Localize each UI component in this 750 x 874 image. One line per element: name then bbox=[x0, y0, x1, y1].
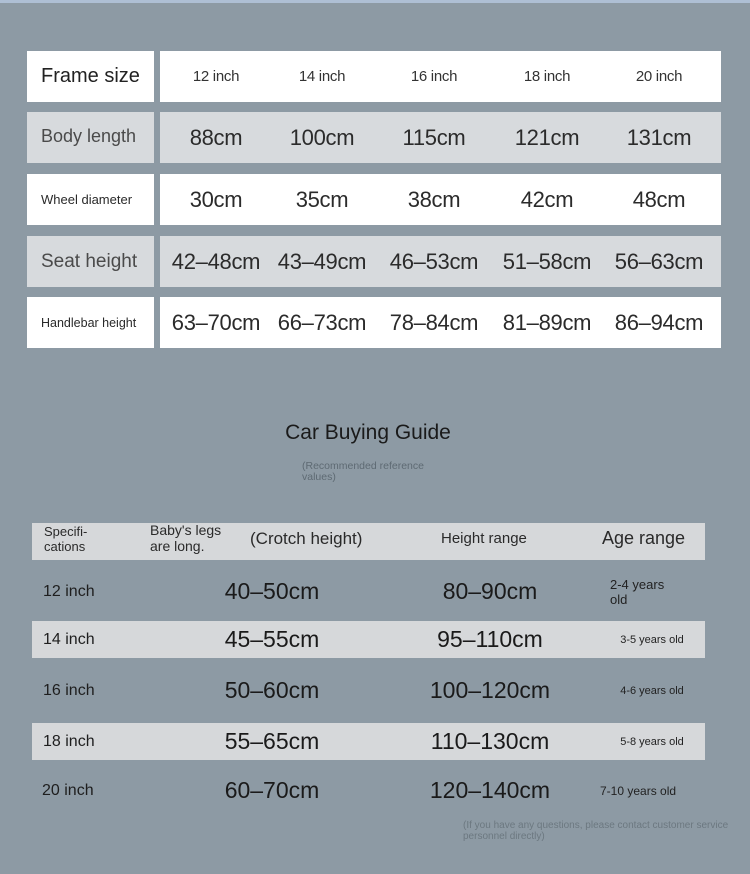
height-cell: 100–120cm bbox=[429, 677, 551, 703]
height-cell: 110–130cm bbox=[430, 728, 550, 754]
body-length-value: 88cm bbox=[189, 124, 243, 150]
body-length-label: Body length bbox=[27, 112, 154, 163]
crotch-cell: 60–70cm bbox=[224, 777, 320, 803]
seat-height-value: 56–63cm bbox=[614, 248, 704, 274]
body-length-value: 121cm bbox=[514, 124, 580, 150]
height-cell: 120–140cm bbox=[429, 777, 551, 803]
guide-row-16-inch bbox=[32, 672, 705, 709]
frame-size-values bbox=[160, 51, 721, 102]
crotch-cell: 45–55cm bbox=[224, 626, 320, 652]
spec-cell: 16 inch bbox=[43, 681, 95, 699]
seat-height-label: Seat height bbox=[27, 236, 154, 287]
guide-row-18-inch bbox=[32, 723, 705, 760]
age-cell: 2-4 years old bbox=[610, 576, 665, 607]
age-cell: 3-5 years old bbox=[620, 633, 684, 646]
body-length-value: 131cm bbox=[626, 124, 692, 150]
header-age-range: Age range bbox=[602, 528, 686, 548]
contact-footnote: (If you have any questions, please contact customer service personnel directly) bbox=[463, 820, 729, 842]
guide-row-12-inch bbox=[32, 573, 705, 610]
crotch-cell: 40–50cm bbox=[224, 578, 320, 604]
age-cell: 4-6 years old bbox=[620, 684, 684, 697]
spec-cell: 20 inch bbox=[42, 781, 94, 799]
wheel-diameter-label: Wheel diameter bbox=[27, 174, 154, 225]
body-length-value: 100cm bbox=[289, 124, 355, 150]
frame-size-12: 12 inch bbox=[192, 68, 240, 85]
header-babys-legs: Baby's legs are long. bbox=[150, 522, 222, 554]
body-length-value: 115cm bbox=[402, 124, 466, 150]
wheel-diameter-value: 38cm bbox=[407, 186, 461, 212]
handlebar-height-value: 86–94cm bbox=[614, 309, 704, 335]
top-border bbox=[0, 0, 750, 3]
header-height-range: Height range bbox=[441, 530, 527, 547]
guide-table-header bbox=[32, 523, 705, 560]
frame-size-label: Frame size bbox=[27, 51, 154, 102]
guide-row-14-inch bbox=[32, 621, 705, 658]
header-specifications: Specifi- cations bbox=[44, 524, 88, 554]
spec-cell: 14 inch bbox=[43, 630, 95, 648]
handlebar-height-label: Handlebar height bbox=[27, 297, 154, 348]
guide-row-20-inch bbox=[32, 772, 705, 809]
seat-height-values bbox=[160, 236, 721, 287]
body-length-values bbox=[160, 112, 721, 163]
handlebar-height-value: 63–70cm bbox=[171, 309, 261, 335]
height-cell: 95–110cm bbox=[437, 626, 543, 652]
crotch-cell: 50–60cm bbox=[224, 677, 320, 703]
handlebar-height-value: 66–73cm bbox=[277, 309, 367, 335]
wheel-diameter-value: 48cm bbox=[632, 186, 686, 212]
handlebar-height-value: 78–84cm bbox=[389, 309, 479, 335]
age-cell: 5-8 years old bbox=[620, 735, 684, 748]
seat-height-value: 51–58cm bbox=[502, 248, 592, 274]
spec-cell: 18 inch bbox=[43, 732, 95, 750]
wheel-diameter-values bbox=[160, 174, 721, 225]
guide-subtitle: (Recommended reference values) bbox=[302, 460, 424, 483]
wheel-diameter-value: 42cm bbox=[520, 186, 574, 212]
age-cell: 7-10 years old bbox=[600, 783, 677, 798]
header-crotch-height: (Crotch height) bbox=[250, 529, 363, 548]
wheel-diameter-value: 35cm bbox=[295, 186, 349, 212]
spec-cell: 12 inch bbox=[43, 582, 95, 600]
frame-size-18: 18 inch bbox=[523, 68, 571, 85]
seat-height-value: 46–53cm bbox=[389, 248, 479, 274]
crotch-cell: 55–65cm bbox=[224, 728, 320, 754]
height-cell: 80–90cm bbox=[442, 578, 538, 604]
frame-size-16: 16 inch bbox=[410, 68, 458, 85]
frame-size-20: 20 inch bbox=[635, 68, 683, 85]
seat-height-value: 42–48cm bbox=[171, 248, 261, 274]
wheel-diameter-value: 30cm bbox=[189, 186, 243, 212]
handlebar-height-values bbox=[160, 297, 721, 348]
guide-title: Car Buying Guide bbox=[285, 421, 451, 444]
handlebar-height-value: 81–89cm bbox=[502, 309, 592, 335]
frame-size-14: 14 inch bbox=[298, 68, 346, 85]
seat-height-value: 43–49cm bbox=[277, 248, 367, 274]
